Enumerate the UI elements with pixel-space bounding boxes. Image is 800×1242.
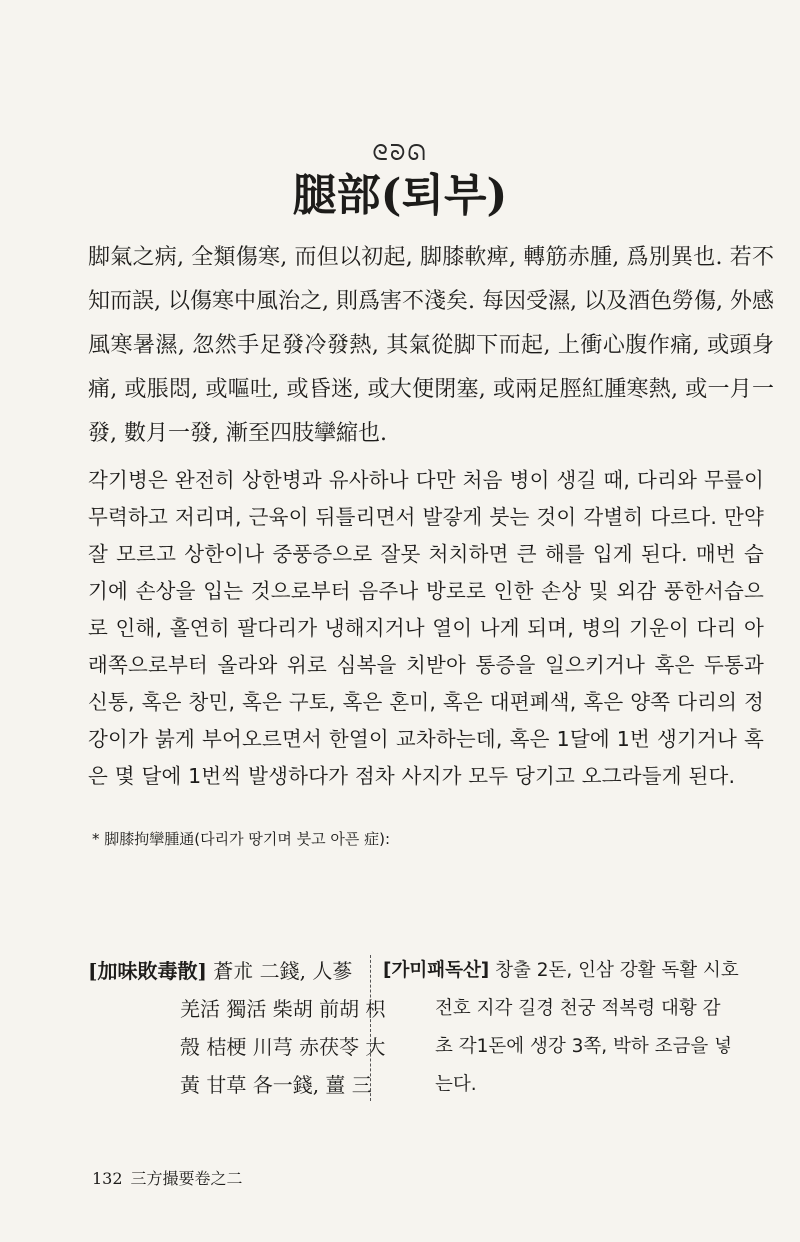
- prescription-chinese-line-2: 羌活 獨活 柴胡 前胡 枳: [180, 997, 386, 1021]
- prescription-korean-text: 창출 2돈, 인삼 강활 독활 시호: [495, 960, 739, 981]
- prescription-korean-name: [가미패독산]: [383, 960, 490, 981]
- page-number: 132: [92, 1169, 123, 1188]
- page-title: 腿部(퇴부): [292, 170, 508, 221]
- prescription-korean-line-3: 초 각1돈에 생강 3쪽, 박하 조금을 넣: [435, 1036, 733, 1057]
- prescription-korean: [383, 952, 773, 1104]
- prescription-chinese: [88, 952, 386, 1104]
- classical-chinese-paragraph: 脚氣之病, 全類傷寒, 而但以初起, 脚膝軟痺, 轉筋赤腫, 爲別異也. 若不知而誤, 以傷寒中風治之, 則爲害不淺矣. 每因受濕, 以及酒色勞傷, 外感風寒暑濕, 忽然手足發冷發熱, 其氣從脚下而起, 上衝心腹作痛, 或頭身痛, 或脹悶, 或嘔吐, 或昏迷, 或大便閉塞, 或兩足脛紅腫寒熱, 或一月一發, 數月一發, 漸至四肢攣縮也.: [88, 245, 774, 446]
- prescription-note: * 脚膝拘攣腫通(다리가 땅기며 붓고 아픈 症):: [92, 830, 390, 848]
- prescription-korean-line-4: 는다.: [435, 1074, 477, 1095]
- prescription-korean-line-2: 전호 지각 길경 천궁 적복령 대황 감: [435, 998, 721, 1019]
- prescription-chinese-name: [加味敗毒散]: [88, 959, 207, 983]
- prescription-chinese-line-3: 殼 桔梗 川芎 赤茯苓 大: [180, 1035, 386, 1059]
- prescription-chinese-line-4: 黃 甘草 各一錢, 薑 三: [180, 1073, 372, 1097]
- column-divider: [370, 955, 371, 1101]
- prescription-chinese-text: 蒼朮 二錢, 人蔘: [213, 959, 353, 983]
- prescription-chinese-line-1: [88, 952, 360, 990]
- prescription-korean-line-1: [383, 952, 773, 990]
- korean-translation-paragraph: 각기병은 완전히 상한병과 유사하나 다만 처음 병이 생길 때, 다리와 무릎이 무력하고 저리며, 근육이 뒤틀리면서 발갛게 붓는 것이 각별히 다르다. 만약 잘 모르고 상한이나 중풍증으로 잘못 처치하면 큰 해를 입게 된다. 매번 습기에 손상을 입는 것으로부터 음주나 방로로 인한 손상 및 외감 풍한서습으로 인해, 홀연히 팔다리가 냉해지거나 열이 나게 되며, 병의 기운이 다리 아래쪽으로부터 올라와 위로 심복을 치받아 통증을 일으키거나 혹은 두통과 신통, 혹은 창민, 혹은 구토, 혹은 혼미, 혹은 대편폐색, 혹은 양쪽 다리의 정강이가 붉게 부어오르면서 한열이 교차하는데, 혹은 1달에 1번 생기거나 혹은 몇 달에 1번씩 발생하다가 점차 사지가 모두 당기고 오그라들게 된다.: [88, 468, 764, 788]
- page-footer: [92, 1168, 251, 1190]
- title-ornament: ᘓᘐᘏ: [372, 141, 428, 166]
- book-title: 三方撮要卷之二: [130, 1169, 243, 1188]
